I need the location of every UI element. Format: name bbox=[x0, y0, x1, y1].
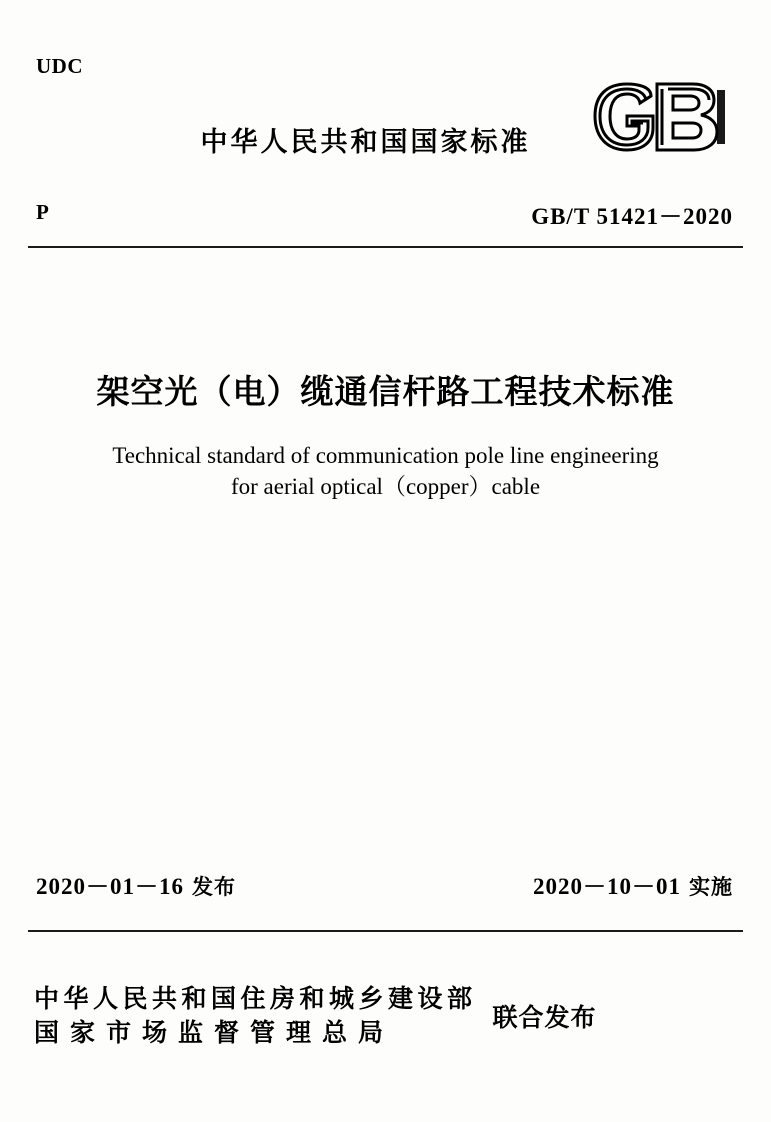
effective-date: 2020－10－01 bbox=[533, 874, 681, 899]
effective-date-label: 实施 bbox=[689, 875, 733, 899]
joint-issue-label: 联合发布 bbox=[492, 1003, 597, 1032]
gb-logo-icon bbox=[589, 82, 729, 154]
issue-date: 2020－01－16 bbox=[36, 874, 184, 899]
divider-bottom bbox=[28, 930, 743, 932]
title-english bbox=[60, 440, 711, 502]
title-english-line-2: for aerial optical（copper）cable bbox=[230, 474, 541, 499]
issue-date-group bbox=[36, 868, 236, 901]
publisher-line-2: 国家市场监督管理总局 bbox=[34, 1018, 395, 1047]
standard-code: GB/T 51421－2020 bbox=[531, 204, 733, 229]
classification-letter: P bbox=[36, 200, 49, 224]
udc-label: UDC bbox=[36, 54, 83, 78]
title-english-line-1: Technical standard of communication pole line engineering bbox=[112, 443, 659, 468]
title-chinese: 架空光（电）缆通信杆路工程技术标准 bbox=[96, 372, 675, 411]
publisher-line-1: 中华人民共和国住房和城乡建设部 bbox=[34, 984, 477, 1013]
publisher-block bbox=[34, 982, 597, 1050]
effective-date-group bbox=[533, 868, 733, 901]
issue-date-label: 发布 bbox=[192, 875, 236, 899]
publisher-names bbox=[34, 982, 477, 1050]
national-standard-title: 中华人民共和国国家标准 bbox=[200, 127, 531, 158]
divider-top bbox=[28, 246, 743, 248]
